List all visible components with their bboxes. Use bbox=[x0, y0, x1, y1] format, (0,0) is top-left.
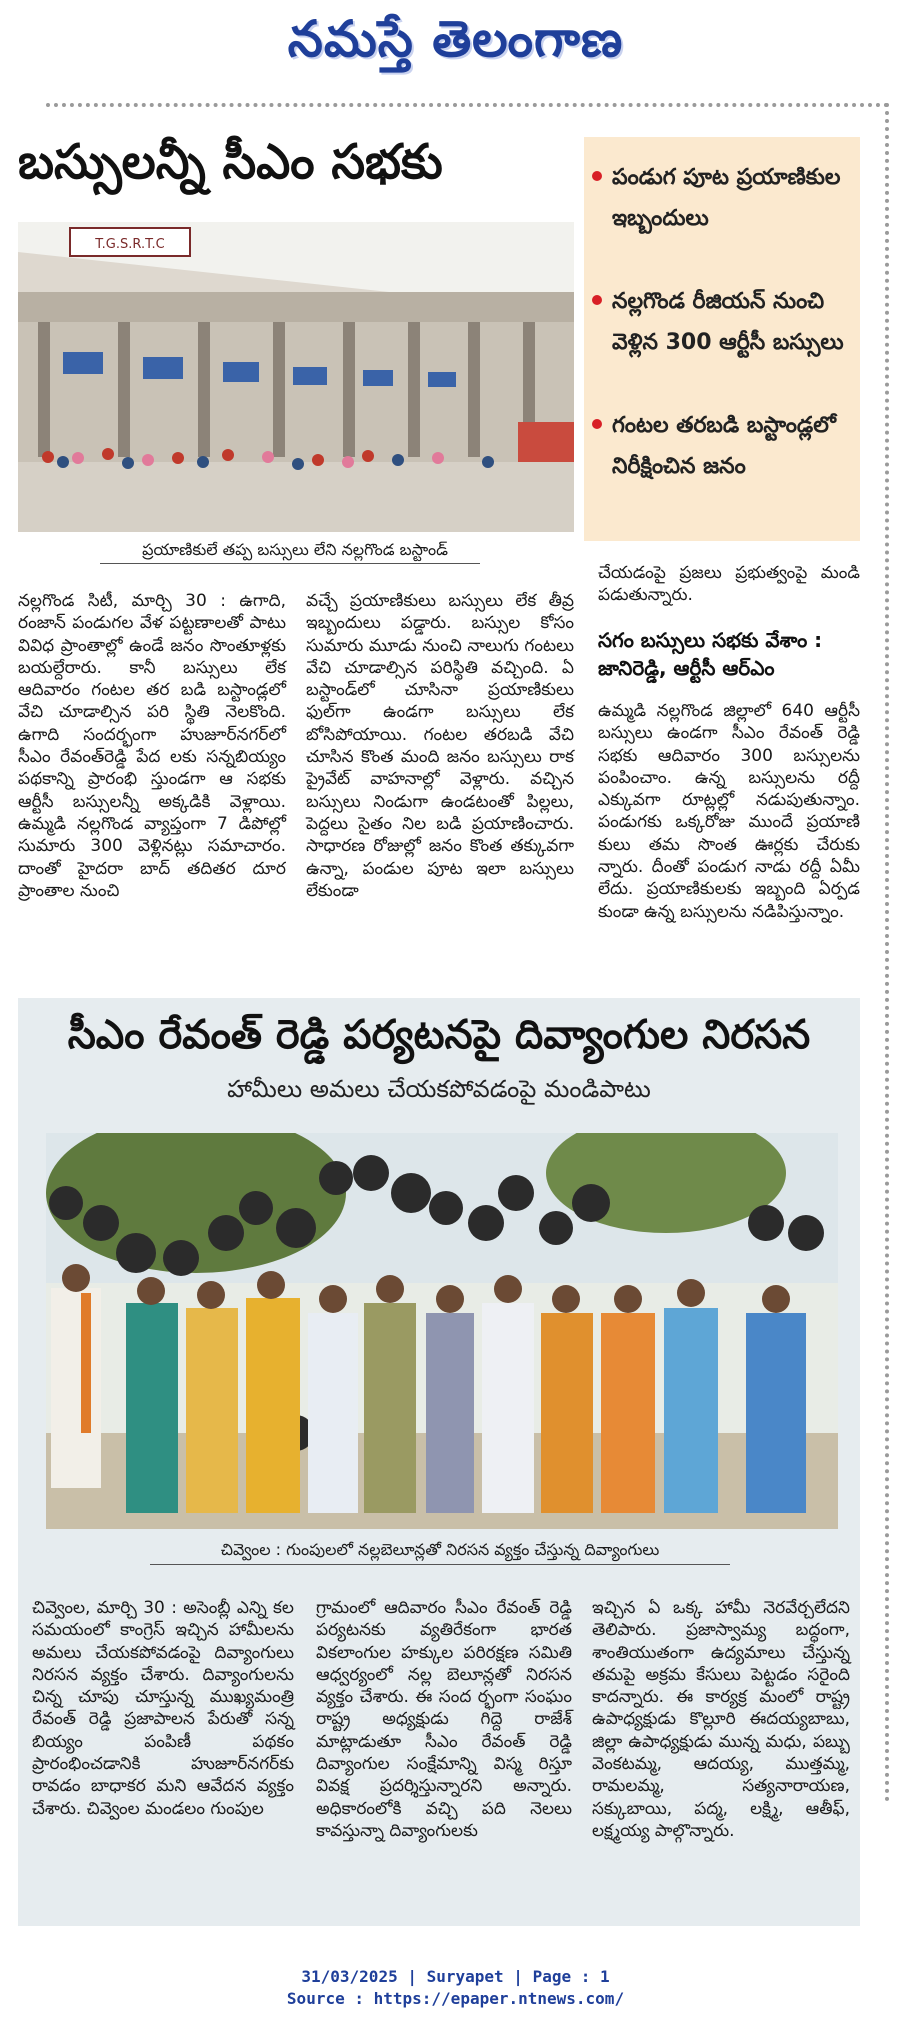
article2-column-2: గ్రామంలో ఆదివారం సీఎం రేవంత్ రెడ్డి పర్యటనకు వ్యతిరేకంగా భారత వికలాంగుల హక్కుల పరిరక్షణ సమితి ఆధ్వర్యంలో నల్ల బెలూన్లతో నిరసన వ్యక్తం చేశారు. ఈ సంద ర్భంగా సంఘం రాష్ట్ర అధ్యక్షుడు గిద్దె రాజేశ్ మాట్లాడుతూ సీఎం రేవంత్ రెడ్డి దివ్యాంగుల సంక్షేమాన్ని విస్మ రిస్తూ వివక్ష ప్రదర్శిస్తున్నారని అన్నారు. అధికారంలోకి వచ్చి పది నెలలు కావస్తున్నా దివ్యాంగులకు bbox=[316, 1598, 572, 1841]
masthead bbox=[0, 0, 911, 92]
top-dotted-divider bbox=[46, 103, 889, 107]
bullet-dot-icon bbox=[592, 419, 602, 429]
bus-stand-photo bbox=[18, 222, 574, 532]
page-footer bbox=[0, 1966, 911, 2010]
article2-photo-caption: చివ్వెంల : గుంపులలో నల్లబెలూన్లతో నిరసన వ్యక్తం చేస్తున్న దివ్యాంగులు bbox=[220, 1540, 660, 1559]
highlights-box bbox=[584, 137, 860, 541]
article2-column-1: చివ్వెంల, మార్చి 30 : అసెంబ్లీ ఎన్ని కల సమయంలో కాంగ్రెస్ ఇచ్చిన హామీలను అమలు చేయకపోవడంపై దివ్యాంగులు నిరసన వ్యక్తం చేశారు. దివ్యాంగులను చిన్న చూపు చూస్తున్న ముఖ్యమంత్రి రేవంత్ రెడ్డి ప్రజాపాలన పేరుతో సన్న బియ్యం పంపిణీ పథకం ప్రారంభించడానికి హుజూర్‌నగర్‌కు రావడం బాధాకర మని ఆవేదన వ్యక్తం చేశారు. చివ్వెంల మండలం గుంపుల bbox=[32, 1598, 294, 1819]
article1-headline: బస్సులన్నీ సీఎం సభకు bbox=[18, 134, 443, 190]
footer-source-link[interactable]: Source : https://epaper.ntnews.com/ bbox=[286, 1989, 625, 2008]
highlight-item: గంటల తరబడి బస్టాండ్లలో నిరీక్షించిన జనం bbox=[612, 405, 852, 487]
article2-subheadline: హామీలు అమలు చేయకపోవడంపై మండిపాటు bbox=[227, 1075, 651, 1103]
caption-underline bbox=[150, 1564, 730, 1565]
bullet-dot-icon bbox=[592, 171, 602, 181]
caption-underline bbox=[100, 563, 480, 564]
signboard-text: T.G.S.R.T.C bbox=[95, 237, 165, 252]
article1-photo-caption: ప్రయాణికులే తప్ప బస్సులు లేని నల్లగొండ బస్టాండ్ bbox=[142, 540, 448, 559]
article2-column-3: ఇచ్చిన ఏ ఒక్క హామీ నెరవేర్చలేదని తెలిపారు. ప్రజాస్వామ్య బద్ధంగా, శాంతియుతంగా ఉద్యమాలు చేస్తున్న తమపై అక్రమ కేసులు పెట్టడం సరైంది కాదన్నారు. ఈ కార్యక్ర మంలో రాష్ట్ర ఉపాధ్యక్షుడు కొల్లూరి ఈదయ్యబాబు, జిల్లా ఉపాధ్యక్షుడు మున్న మధు, పబ్బు వెంకటమ్మ, ఆదయ్య, ముత్తమ్మ, రామలమ్మ, సత్యనారాయణ, సక్కుబాయి, పద్మ, లక్ష్మి, ఆతీఫ్, లక్ష్మయ్య పాల్గొన్నారు. bbox=[592, 1598, 850, 1841]
highlight-item: నల్లగొండ రీజియన్ నుంచి వెళ్లిన 300 ఆర్టీసీ బస్సులు bbox=[612, 281, 852, 363]
article1-column-3: ఉమ్మడి నల్లగొండ జిల్లాలో 640 ఆర్టీసీ బస్సులు ఉండగా సీఎం రేవంత్ రెడ్డి సభకు ఆదివారం 300 బస్సులను పంపించాం. ఉన్న బస్సులను రద్దీ ఎక్కువగా రూట్లల్లో నడుపుతున్నాం. పండుగకు ఒక్కరోజు ముందే ప్రయాణి కులు తమ సొంత ఊర్లకు చేరుకు న్నారు. దీంతో పండుగ నాడు రద్దీ ఏమీ లేదు. ప్రయాణికులకు ఇబ్బంది ఏర్పడ కుండా ఉన్న బస్సులను నడిపిస్తున్నాం. bbox=[598, 701, 860, 922]
right-dotted-divider bbox=[885, 103, 889, 1803]
article1-column-2: వచ్చే ప్రయాణికులు బస్సులు లేక తీవ్ర ఇబ్బందులు పడ్డారు. బస్సుల కోసం సుమారు మూడు నుంచి నాలుగు గంటలు వేచి చూడాల్సిన పరిస్థితి వచ్చింది. ఏ బస్టాండ్‌లో చూసినా ప్రయాణికులు ఫుల్‌గా ఉండగా బస్సులు లేక బోసిపోయాయి. గంటల తరబడి వేచి చూసిన కొంత మంది జనం బస్సులు రాక ప్రైవేట్ వాహనాల్లో వెళ్లారు. వచ్చిన బస్సులు నిండుగా ఉండటంతో పిల్లలు, పెద్దలు సైతం నిల బడి ప్రయాణించారు. సాధారణ రోజుల్లో జనం కొంత తక్కువగా ఉన్నా, పండుల పూట ఇలా బస్సులు లేకుండా bbox=[306, 591, 574, 901]
footer-date-page: 31/03/2025 | Suryapet | Page : 1 bbox=[301, 1967, 610, 1986]
article1-column-1: నల్లగొండ సిటీ, మార్చి 30 : ఉగాది, రంజాన్ పండుగల వేళ పట్టణాలతో పాటు వివిధ ప్రాంతాల్లో ఉండే జనం సొంతూళ్లకు బయల్దేరారు. కానీ బస్సులు లేక ఆదివారం గంటల తర బడి బస్టాండ్లలో వేచి చూడాల్సిన పరి స్థితి నెలకొంది. ఉగాది సందర్భంగా హుజూర్‌నగర్‌లో సీఎం రేవంత్‌రెడ్డి పేద లకు సన్నబియ్యం పథకాన్ని ప్రారంభి స్తుండగా ఆ సభకు ఆర్టీసీ బస్సులన్నీ అక్కడికి వెళ్లాయి. ఉమ్మడి నల్లగొండ వ్యాప్తంగా 7 డిపోల్లో సుమారు 300 వెళ్లినట్లు సమాచారం. దాంతో హైదరా బాద్ తదితర దూర ప్రాంతాల నుంచి bbox=[18, 591, 286, 901]
article2-headline: సీఎం రేవంత్ రెడ్డి పర్యటనపై దివ్యాంగుల నిరసన bbox=[67, 1012, 811, 1058]
bullet-dot-icon bbox=[592, 295, 602, 305]
protest-photo bbox=[46, 1133, 838, 1529]
masthead-title: నమస్తే తెలంగాణ bbox=[287, 10, 624, 68]
highlight-item: పండుగ పూట ప్రయాణికుల ఇబ్బందులు bbox=[612, 157, 852, 239]
article1-column-3-top: చేయడంపై ప్రజలు ప్రభుత్వంపై మండి పడుతున్నారు. bbox=[598, 563, 860, 606]
article1-subhead: సగం బస్సులు సభకు వేశాం : జానిరెడ్డి, ఆర్టీసీ ఆర్‌ఎం bbox=[598, 628, 823, 680]
